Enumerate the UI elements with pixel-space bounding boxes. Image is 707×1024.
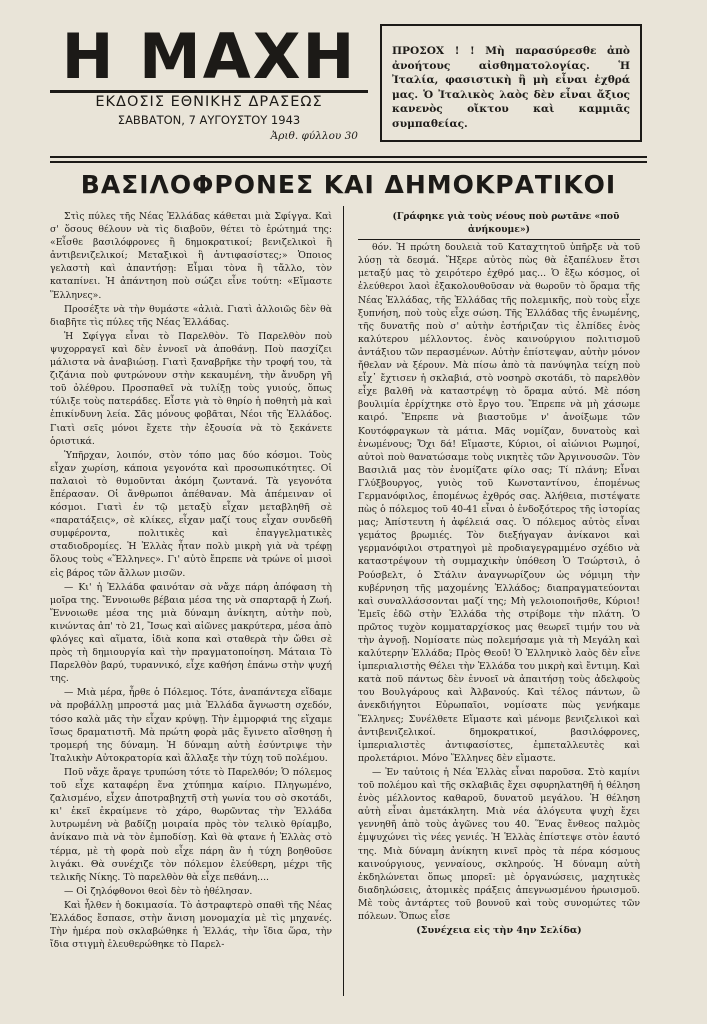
paragraph: Ὑπῆρχαν, λοιπόν, στὸν τόπο μας δύο κόσμοι. Τοὺς εἶχαν χωρίση, κάποια γεγονότα καὶ προσωπικότητες. Οἱ παλαιοὶ τὸ θυμοῦνται ἀκόμη ζωντανά. Τὰ γεγονότα ἔπέρασαν. Οἱ ἄνθρωποι ἀπέθαναν. Μὰ ἀπέμειναν οἱ κόσμοι. Γιατὶ ἐν τῷ μεταξὺ εἶχαν μεταβληθῆ σὲ «παρατάξεις», σὲ κλίκες, εἶχαν μαζί τους εἶχαν συνδεθῆ συμφέροντα, πολιτικὲς καὶ ἐπαγγελματικὲς σταδιοδρομίες. Ἡ Ἑλλὰς ἦταν πολὺ μικρὴ γιὰ νὰ τρέφῃ ὅλους τοὺς «Ἕλληνες». Γι' αὐτὸ ἔπρεπε νὰ τρώνε οἱ μισοὶ εἰς βάρος τῶν ἄλλων μισῶν. bbox=[50, 449, 332, 579]
newspaper-subtitle: ΕΚΔΟΣΙΣ ΕΘΝΙΚΗΣ ΔΡΑΣΕΩΣ bbox=[95, 94, 323, 110]
paragraph: — Κι' ἡ Ἑλλάδα φαινόταν σὰ νἄχε πάρη ἀπόφαση τὴ μοῖρα της. Ἔννοιωθε βέβαια μέσα της νὰ σπαρταρᾷ ἡ Ζωή. Ἔννοιωθε μέσα της μιὰ δύναμη ἀνίκητη, αὐτὴν ποὺ, κινώντας ἀπ' τὸ 21, Ἴσως καὶ αἰῶνες μακρύτερα, μέσα ἀπὸ φλόγες καὶ αἵματα, ἰδιὰ κοπα καὶ σταθερὰ τὴν ὤθει σὲ πρὸς τὴ δημιουργία καὶ τὴν πραγματοποίηση. Μάταια Τὸ Παρελθὸν βαρύ, τυραννικό, εἶχε καθήση ἐπάνω στὴν ψυχή της. bbox=[50, 581, 332, 685]
column-divider bbox=[343, 206, 344, 996]
warning-notice-box: ΠΡΟΣΟΧ ! ! Μὴ παρασύρεσθε ἀπὸ ἀνοήτους αἰσθηματολογίας. Ἡ Ἰταλία, φασιστικὴ ἢ μὴ εἶναι ἐχθρά μας. Ὁ Ἰταλικὸς λαὸς δὲν εἶναι ἄξιος κανενὸς οἴκτου καὶ καμμιᾶς συμπαθείας. bbox=[380, 24, 642, 142]
paragraph: Ἡ Σφίγγα εἶναι τὸ Παρελθὸν. Τὸ Παρελθὸν ποὺ ψυχορραγεῖ καὶ δὲν ἐννοεῖ νὰ ἀποθάνῃ. Ποὺ πασχίζει μάλιστα νὰ ἀναβιώσῃ. Γιατὶ ξαναβρῆκε τὴν τροφή του, τὰ ζιζάνια ποὺ φυτρώνουν στὴν κεκαυμένη, τὴν ἄνυδρη γῆ τοῦ ὀλέθρου. Προσπαθεῖ νὰ τυλίξῃ τοὺς γυιούς, ὅπως τύλιξε τοὺς πατεράδες. Εἶστε γιὰ τὸ θηρίο ἡ ποθητὴ μὰ καὶ ἐπικίνδυνη λεία. Σᾶς μόνους φοβᾶται, Νέοι τῆς Ἑλλάδος. Γιατὶ σεῖς μόνοι ἔχετε τὴν ἐξουσία νὰ τὸ ξεκάνετε ὁριστικά. bbox=[50, 330, 332, 447]
issue-number: Ἀριθ. φύλλου 30 bbox=[270, 130, 358, 142]
issue-date: ΣΑΒΒΑΤΟΝ, 7 ΑΥΓΟΥΣΤΟΥ 1943 bbox=[117, 113, 301, 127]
masthead-rule bbox=[50, 90, 368, 93]
paragraph: — Ἐν ταὐτοις ἡ Νέα Ἑλλὰς εἶναι παροῦσα. Στὸ καμίνι τοῦ πολέμου καὶ τῆς σκλαβιᾶς ἔχει σφυρηλατηθῆ ἡ θέληση ἑνὸς μέλλοντος καθαροῦ, δυνατοῦ μεγάλου. Ἡ θέληση αὐτὴ εἶναι ἀμετάκλητη. Μιὰ νέα ἀλόγευτα ψυχὴ ἔχει γεννηθῆ ἀπὸ τοὺς ἀγῶνες του 40. Ἕνας ἔνθεος παλμὸς ἐμψυχώνει τὶς νέες γενιές. Ἡ Ἑλλὰς ἐπίστεψε στὸν ἑαυτό της. Μιὰ δύναμη ἀνίκητη κινεῖ πρὸς τὰ πέρα κόσμους καινούργιους, γενναίους, σκληρούς. Ἡ δύναμη αὐτὴ ἐκδηλώνεται ὅπως μπορεῖ: μὲ ὀργανώσεις, μαχητικὲς διαδηλώσεις, ἀτομικὲς πράξεις ἀπεγνωσμένου ἡρωισμοῦ. Μὲ τοὺς ἀντάρτες τοῦ βουνοῦ καὶ τοὺς συνομώτες τῶν πόλεων. Ὅπως εἶσε bbox=[358, 766, 640, 922]
paragraph: — Οἱ ζηλόφθονοι θεοὶ δὲν τὸ ἠθέλησαν. bbox=[64, 885, 253, 897]
paragraph: Προσέξτε νὰ τὴν θυμάστε «ἀλιὰ. Γιατὶ ἀλλοιῶς δὲν θὰ διαβῆτε τὶς πύλες τῆς Νέας Ἑλλάδας. bbox=[50, 303, 332, 328]
newspaper-title: Η ΜΑΧΗ bbox=[61, 20, 357, 93]
article-headline: ΒΑΣΙΛΟΦΡΟΝΕΣ ΚΑΙ ΔΗΜΟΚΡΑΤΙΚΟΙ bbox=[80, 170, 617, 199]
continued-note: (Συνέχεια εἰς τὴν 4ην Σελίδα) bbox=[416, 925, 582, 937]
column-header: (Γράφηκε γιὰ τοὺς νέους ποὺ ρωτᾶνε «ποῦ ἀνήκουμε») bbox=[358, 210, 640, 240]
paragraph: θόν. Ἡ πρώτη δουλειὰ τοῦ Καταχτητοῦ ὑπῆρξε νὰ τοῦ λύσῃ τὰ δεσμά. Ἤξερε αὐτὸς πὼς θὰ ἐξαπέλυεν ἔτσι μεταξύ μας τὸ χειρότερο ἐχθρό μας... Ὁ ἔξω κόσμος, οἱ ἐλεύθεροι λαοὶ ἐξακολουθοῦσαν νὰ θωροῦν τὸ ὅραμα τῆς Νέας Ἑλλάδας, τῆς Ἑλλάδας τῆς πολεμικῆς, ποὺ τοὺς εἶχε ξυπνήση, ποὺ τοὺς εἶχε σώση. Τῆς Ἑλλάδας τῆς ἑνωμένης, τῆς δυνατῆς ποὺ σ' αὐτὴν ἐστήριζαν τὶς ἐλπίδες ἑνὸς καλύτερου μέλλοντος. ἑνὸς καινούργιου πολιτισμοῦ ἀντάξιου τῶν περασμένων. Αὐτὴν ἐπίστεψαν, αὐτὴν μόνον ἤθελαν νὰ ξέρουν. Μὰ πίσω ἀπὸ τὰ πανύψηλα τείχη ποὺ εἶχ᾽ ἔχτισεν ἡ σκλαβιά, στὸ νοσηρὸ σκοτάδι, τὸ παρελθὸν εἶχε βαλθῆ νὰ καταστρέψῃ τὸ ὅραμα αὐτό. Μὲ πόση βουλιμία ἐρρίχτηκε στὸ ἔργο του. Ἔπρεπε νὰ μὴ χάσωμε καιρό. Ἔπρεπε νὰ βιαστοῦμε ν' ἀνοίξωμε τῶν Κουτόφραγκων τὰ μάτια. Μᾶς νομίζαν, δυνατοὺς καὶ ἑνωμένους; Ὄχι δά! Εἴμαστε, Κύριοι, οἱ αἰώνιοι Ρωμηοί, αὐτοὶ ποὺ θανατώσαμε τοὺς νικητὲς τῶν Ἀργινουσῶν. Τὸν Βασιλιᾶ μας τὸν ἐνομίζατε φίλο σας; Τί πλάνη; Εἶναι Γλύξβουργος, γυιὸς τοῦ Κωνσταντίνου, ἐπομένως Γερμανόφιλος, ἐπομένως ἐχθρός σας. Ἀλήθεια, πιστέψατε πὼς ὁ πόλεμος τοῦ 40-41 εἶναι ὁ ἐνδοξότερος τῆς ἱστορίας μας; Ἀπίστευτη ἡ ἀφέλειά σας. Ὁ πόλεμος αὐτὸς εἶναι γεμάτος βρωμιές. Τὸν διεξήγαγαν ἀνίκανοι καὶ γερμανόφιλοι στρατηγοὶ μὲ προδιαγεγραμμένο σχέδιο νὰ καταστρέψουν τὴ συμμαχικὴν ὑπόθεση Ὁ Τσώρτσιλ, ὁ Ρούσβελτ, ὁ Στάλιν ἀναγνωρίζουν ὡς νόμιμη τὴν κυβέρνηση τῆς μαχομένης Ἑλλάδος; διαπραγματεύονται καὶ συναλλάσσονται μαζί της; Μὴ γελοιοποιῆσθε, Κύριοι! Ἐμεῖς ἐδῶ στὴν Ἑλλάδα τὴς στρίβομε τὴν πλάτη. Ὁ πρῶτος τυχὸν κομματαρχίσκος μας θεωρεῖ τιμήν του νὰ τὴν ἀγνοῇ. Νομίσατε πὼς πολεμήσαμε γιὰ τὴ Μεγάλη καὶ καλύτερην Ἑλλάδα; Πρὸς Θεοῦ! Ὁ Ἑλληνικὸ λαὸς δὲν εἶνε ἰμπεριαλιστὴς Θέλει τὴν Ἑλλάδα του μικρὴ καὶ ἔντιμη. Καὶ κατὰ ποῦ πάντως δὲν ἐννοεῖ νὰ ἀπαιτήσῃ τοὺς ἀδελφοὺς του Βουλγάρους καὶ Ἀλβανούς. Καὶ τέλος πάντων, ὢ ἀνεκδιήγητοι Εὐρωπαῖοι, νομίσατε πὼς γενήκαμε Ἕλληνες; Συνέλθετε Εἴμαστε καὶ μένομε βενιζελικοὶ καὶ ἀντιβενιζελικοί. δημοκρατικοί, βασιλόφρονες, ἰμπεριαλιστὲς ἀντιφασίστες, ἐμπεταλλευτὲς καὶ προλετάριοι. Μόνο Ἕλληνες δὲν εἴμαστε. bbox=[358, 242, 640, 764]
article-column-right bbox=[358, 210, 640, 1010]
header-rule-top bbox=[50, 156, 647, 158]
paragraph: Ποῦ νἄχε ἄραγε τρυπώση τότε τὸ Παρελθόν; Ὁ πόλεμος τοῦ εἶχε καταφέρη ἕνα χτύπημα καίριο. Πληγωμένο, ζαλισμένο, εἶχεν ἀποτραβηχτῆ στὴ γωνία του σὸ σκοτάδι, κι' ἐκεῖ ἐκραίμενε τὸ χάρο, θωρῶντας τὴν Ἑλλάδα λυτρωμένη νὰ βαδίζῃ μοιραία πρὸς τὸν τελικὸ θρίαμβο, ἀνίκανο πιὰ νὰ τὸν ἐμποδίσῃ. Καὶ θὰ φτανε ἡ Ἑλλὰς στὸ τέρμα, μὲ τὴ φορὰ ποὺ εἶχε πάρη ἂν ἡ τύχη βοηθοῦσε λιγάκι. Θὰ συνέχιζε τὸν πόλεμον ἐλεύθερη, μέχρι τῆς τελικῆς Νίκης. Τὸ παρελθὸν θὰ εἶχε πεθάνη.... bbox=[50, 766, 332, 883]
article-column-left bbox=[50, 210, 332, 1010]
header-rule-bottom bbox=[50, 161, 647, 163]
masthead bbox=[50, 20, 368, 148]
paragraph: Στὶς πύλες τῆς Νέας Ἑλλάδας κάθεται μιὰ Σφίγγα. Καὶ σ' ὅσους θέλουν νὰ τὶς διαβοῦν, θέτει τὸ ἐρώτημά της: «Εἶσθε βασιλόφρονες ἢ δημοκρατικοί; βενιζελικοὶ ἢ ἀντιβενιζελικοί; Μεταξικοὶ ἢ ἀντιφασίστες;» Ὁποιος γελαστὴ καὶ ἀπαντήσῃ: Εἶμαι τὸνα ἢ τἄλλο, τὸν καταπίνει. Ἡ ἀπάντηση ποὺ σώζει εἶνε τούτη: «Εἴμαστε Ἕλληνες». bbox=[50, 211, 332, 301]
paragraph: Καὶ ἦλθεν ἡ δοκιμασία. Τὸ ἀστραφτερὸ σπαθὶ τῆς Νέας Ἑλλάδος ἔσπασε, στὴν ἄνιση μονομαχία μὲ τὶς μηχανές. Τὴν ἡμέρα ποὺ σκλαβώθηκε ἡ Ἑλλάς, τὴν ἴδια ὥρα, τὴν ἴδια στιγμὴ ἐλευθερώθηκε τὸ Παρελ- bbox=[50, 899, 332, 951]
paragraph: — Μιὰ μέρα, ἦρθε ὁ Πόλεμος. Τότε, ἀναπάντεχα εἴδαμε νὰ προβάλλῃ μπροστά μας μιὰ Ἑλλάδα ἄγνωστη σχεδόν, τόσο καλὰ μᾶς τὴν εἶχαν κρύψῃ. Τὴν ἐμμορφιά της εἴχαμε ἴσως δραματιστῆ. Μὰ πρώτη φορὰ μᾶς ἔγινετο αἴσθησῃ ἡ τρομερή της δύναμη. Ἡ δύναμη αὐτὴ ἐσύντριψε τὴν Ἰταλικὴν Αὐτοκρατορία καὶ ἄλλαξε τὴν τύχη τοῦ πολέμου. bbox=[50, 687, 332, 764]
